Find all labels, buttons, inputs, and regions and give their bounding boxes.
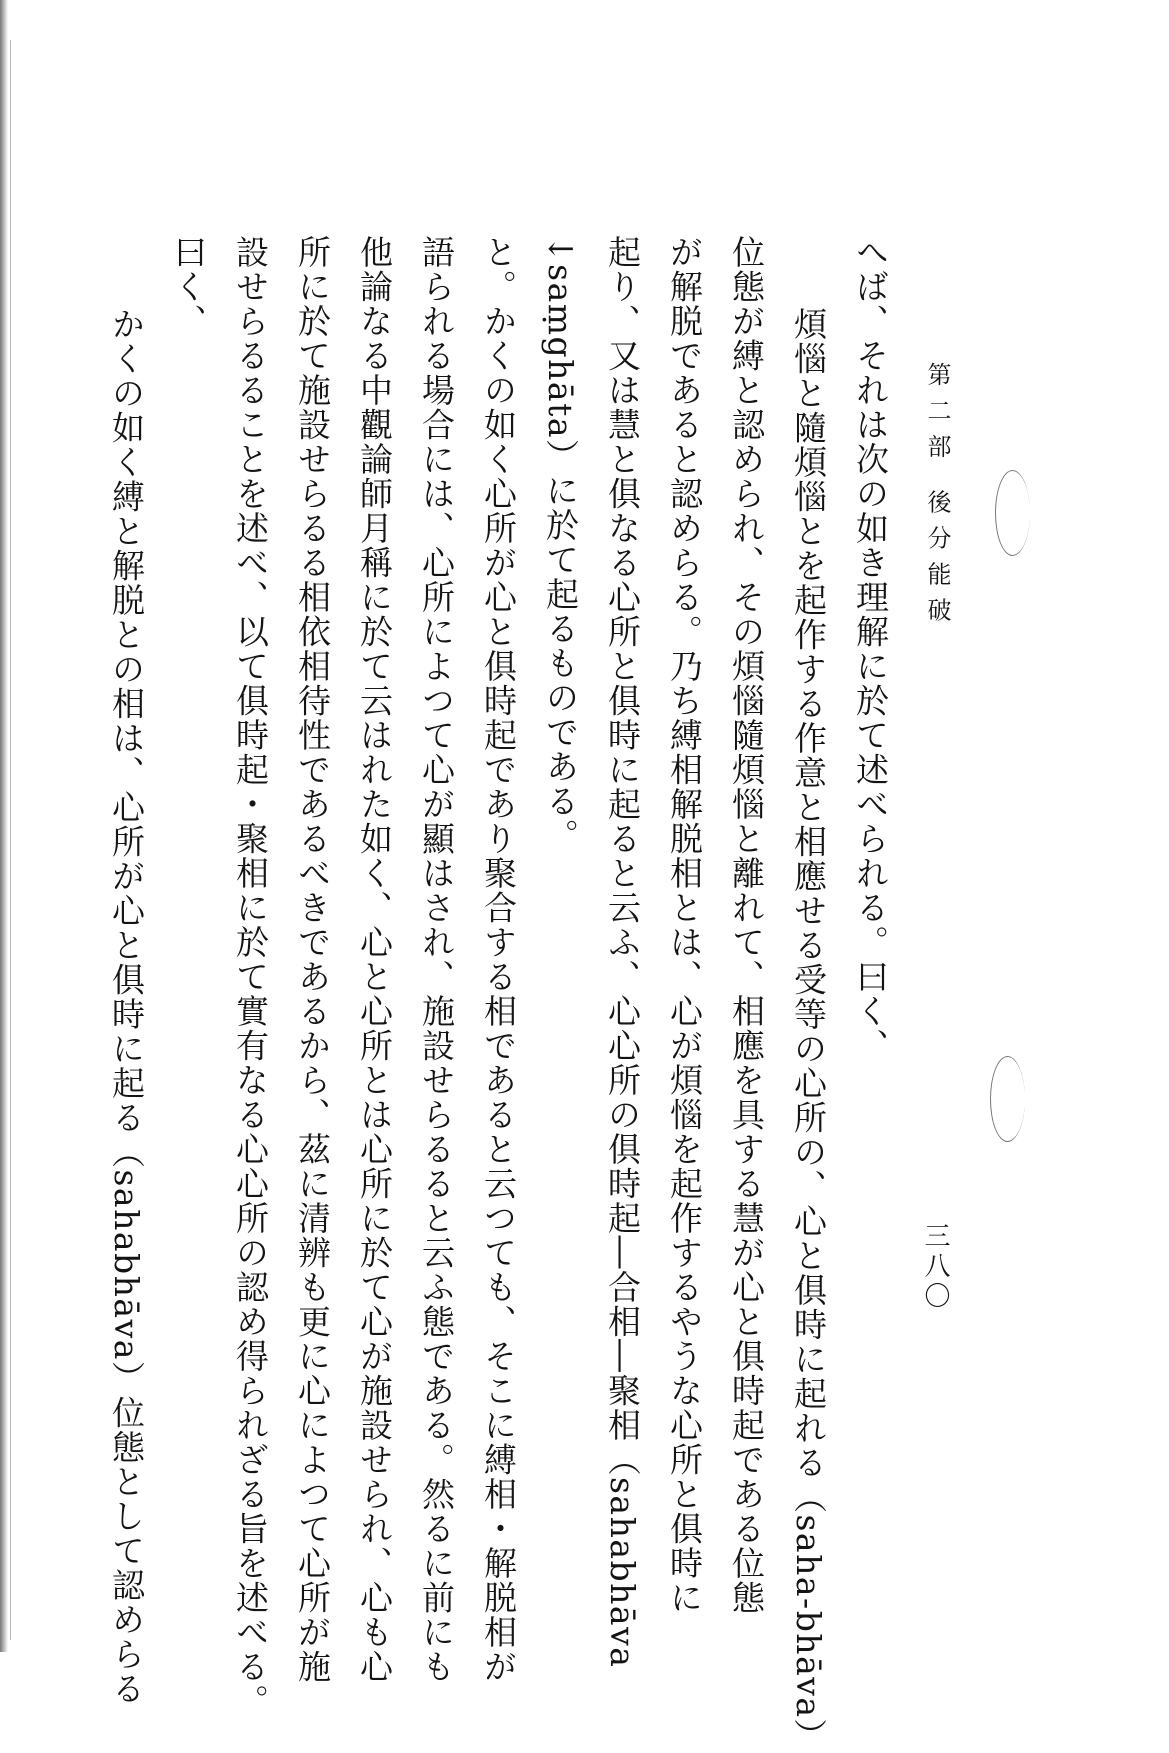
text-line: 設せらるることを述べ、以て俱時起・聚相に於て實有なる心心所の認め得られざる旨を述べる。: [231, 235, 270, 1719]
scan-artifact: [990, 1056, 1025, 1142]
text-line: 位態が縛と認められ、その煩惱隨煩惱と離れて、相應を具する慧が心と俱時起である位態: [727, 235, 766, 1615]
running-head: 第二部 後分能破: [923, 362, 951, 634]
text-line: かくの如く縛と解脱との相は、心所が心と俱時に起る（sahabhāva）位態として認めらる: [107, 307, 146, 1706]
page-number: 三八〇: [920, 1222, 950, 1312]
text-line: ↓saṃghāta）に於て起るものである。: [541, 235, 580, 854]
text-line: 他論なる中觀論師月稱に於て云はれた如く、心と心所とは心所に於て心が施設せられ、心も心: [355, 235, 394, 1684]
text-line: 起り、又は慧と俱なる心所と俱時に起ると云ふ、心心所の俱時起―合相―聚相（sahabhāva: [603, 235, 642, 1669]
text-line: 曰く、: [169, 235, 208, 339]
text-line: 煩惱と隨煩惱とを起作する作意と相應せる受等の心所の、心と俱時に起れる（saha-bhāva）: [789, 307, 828, 1753]
scan-gutter: [0, 0, 8, 1652]
body-text: [95, 235, 901, 1753]
text-line: 語られる場合には、心所によつて心が顯はされ、施設せらるると云ふ態である。然るに前にも: [417, 235, 456, 1684]
scan-artifact: [995, 470, 1030, 556]
text-line: 所に於て施設せらるる相依相待性であるべきであるから、茲に清辨も更に心によつて心所が施: [293, 235, 332, 1684]
text-line: と。かくの如く心所が心と俱時起であり聚合する相であると云つても、そこに縛相・解脱相が: [479, 235, 518, 1684]
text-line: へば、それは次の如き理解に於て述べられる。曰く、: [851, 235, 890, 1063]
binding-line: [10, 40, 11, 1640]
text-line: が解脱であると認めらる。乃ち縛相解脱相とは、心が煩惱を起作するやうな心所と俱時に: [665, 235, 704, 1615]
